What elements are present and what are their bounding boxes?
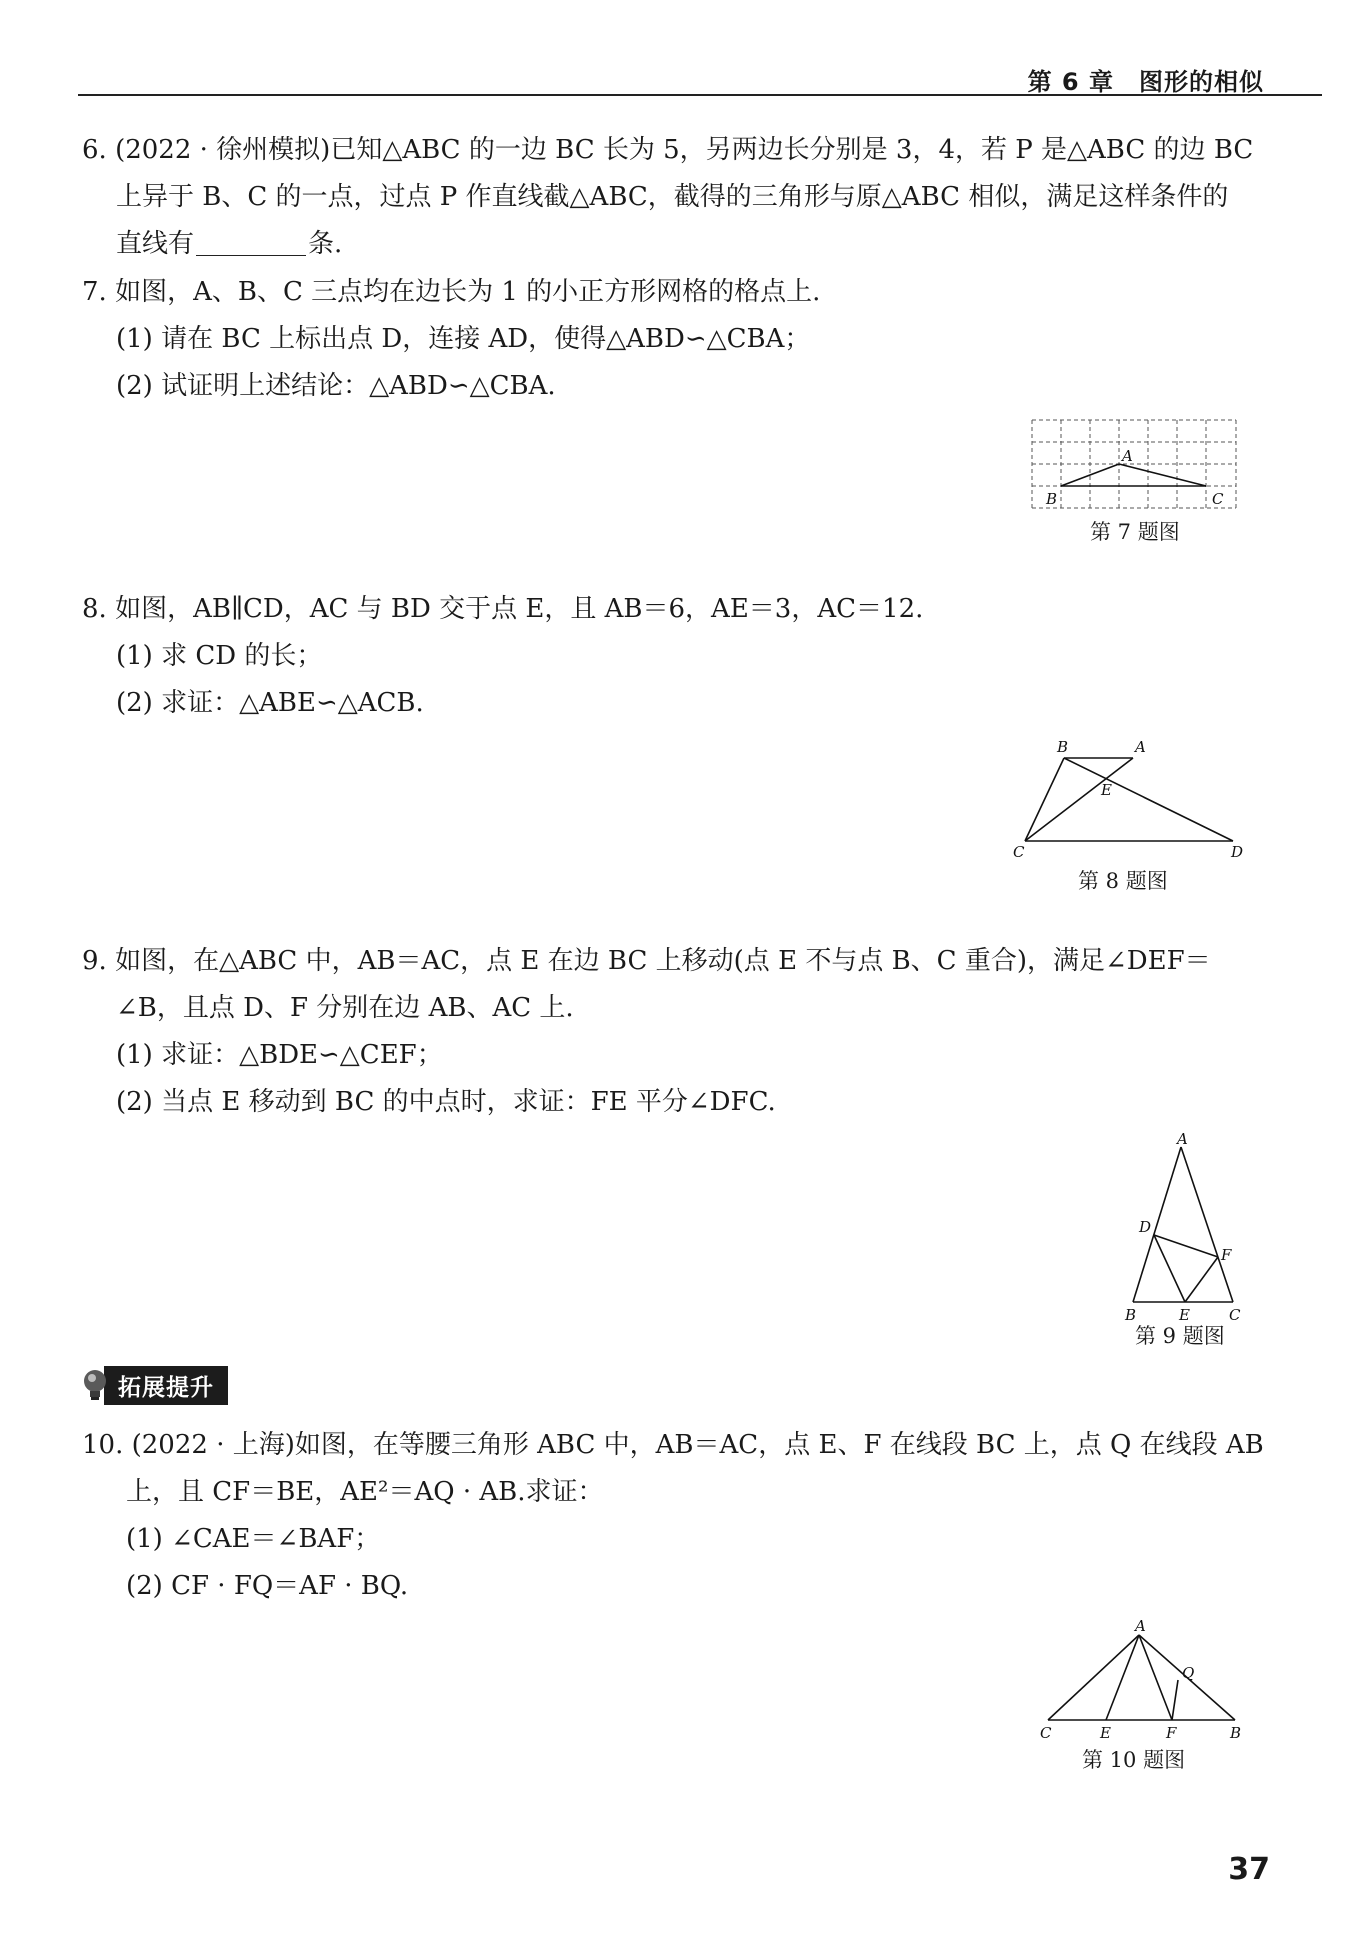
- problem-6-line-3-after: 条.: [308, 229, 343, 259]
- problem-10-line-2: 上，且 CF＝BE，AE²＝AQ · AB.求证：: [126, 1477, 604, 1507]
- figure-9-caption: 第 9 题图: [1135, 1324, 1225, 1348]
- page-number: 37: [1228, 1852, 1270, 1887]
- grid-lines: [1032, 420, 1236, 508]
- figure-10-caption: 第 10 题图: [1082, 1748, 1186, 1772]
- label-e: E: [1100, 1724, 1111, 1742]
- label-f: F: [1221, 1246, 1232, 1264]
- header-rule: [78, 94, 1322, 96]
- lightbulb-icon: [80, 1368, 110, 1402]
- problem-10-question-1: (1) ∠CAE＝∠BAF；: [126, 1524, 381, 1554]
- problem-10-line-1: 10. (2022 · 上海)如图，在等腰三角形 ABC 中，AB＝AC，点 E、F 在线段 BC 上，点 Q 在线段 AB: [82, 1430, 1264, 1460]
- problem-8-question-2: (2) 求证：△ABE∽△ACB.: [116, 688, 424, 718]
- problem-6-line-3-before: 直线有: [116, 229, 195, 259]
- label-d: D: [1231, 843, 1244, 861]
- label-f: F: [1166, 1724, 1177, 1742]
- figure-7-grid: [1030, 418, 1240, 513]
- label-a: A: [1135, 1617, 1146, 1635]
- label-b: B: [1125, 1306, 1137, 1324]
- figure-8-caption: 第 8 题图: [1078, 869, 1168, 893]
- problem-7-question-1: (1) 请在 BC 上标出点 D，连接 AD，使得△ABD∽△CBA；: [116, 324, 811, 354]
- problem-9-question-2: (2) 当点 E 移动到 BC 的中点时，求证：FE 平分∠DFC.: [116, 1087, 776, 1117]
- label-a: A: [1177, 1130, 1188, 1148]
- problem-9-line-2: ∠B，且点 D、F 分别在边 AB、AC 上.: [116, 993, 574, 1023]
- problem-6-line-1: 6. (2022 · 徐州模拟)已知△ABC 的一边 BC 长为 5，另两边长分别是 3，4，若 P 是△ABC 的边 BC: [82, 135, 1254, 165]
- figure-8: [1005, 735, 1245, 860]
- chapter-title: 第 6 章 图形的相似: [1027, 68, 1264, 96]
- figure-7-caption: 第 7 题图: [1090, 520, 1180, 544]
- problem-6-line-2: 上异于 B、C 的一点，过点 P 作直线截△ABC，截得的三角形与原△ABC 相似，满足这样条件的: [116, 182, 1229, 212]
- label-c: C: [1040, 1724, 1052, 1742]
- label-c: C: [1229, 1306, 1241, 1324]
- label-b: B: [1046, 490, 1058, 508]
- problem-9-line-1: 9. 如图，在△ABC 中，AB＝AC，点 E 在边 BC 上移动(点 E 不与点 B、C 重合)，满足∠DEF＝: [82, 946, 1211, 976]
- answer-blank[interactable]: [196, 229, 306, 256]
- problem-10-question-2: (2) CF · FQ＝AF · BQ.: [126, 1571, 409, 1601]
- label-b: B: [1057, 738, 1069, 756]
- label-a: A: [1122, 447, 1133, 465]
- figure-9: [1115, 1130, 1250, 1325]
- problem-8-question-1: (1) 求 CD 的长；: [116, 641, 323, 671]
- section-label: 拓展提升: [104, 1366, 228, 1405]
- problem-8-stem: 8. 如图，AB∥CD，AC 与 BD 交于点 E，且 AB＝6，AE＝3，AC＝12.: [82, 594, 924, 624]
- label-e: E: [1101, 781, 1112, 799]
- label-d: D: [1139, 1218, 1152, 1236]
- label-a: A: [1135, 738, 1146, 756]
- problem-7-stem: 7. 如图，A、B、C 三点均在边长为 1 的小正方形网格的格点上.: [82, 277, 821, 307]
- problem-7-question-2: (2) 试证明上述结论：△ABD∽△CBA.: [116, 371, 556, 401]
- label-b: B: [1230, 1724, 1242, 1742]
- problem-6-line-3: [116, 227, 342, 261]
- section-badge: [80, 1366, 228, 1404]
- problem-9-question-1: (1) 求证：△BDE∽△CEF；: [116, 1040, 443, 1070]
- label-q: Q: [1182, 1664, 1195, 1682]
- label-c: C: [1013, 843, 1025, 861]
- label-e: E: [1179, 1306, 1190, 1324]
- label-c: C: [1212, 490, 1224, 508]
- triangle-abc: [1061, 464, 1206, 486]
- figure-10: [1030, 1618, 1250, 1743]
